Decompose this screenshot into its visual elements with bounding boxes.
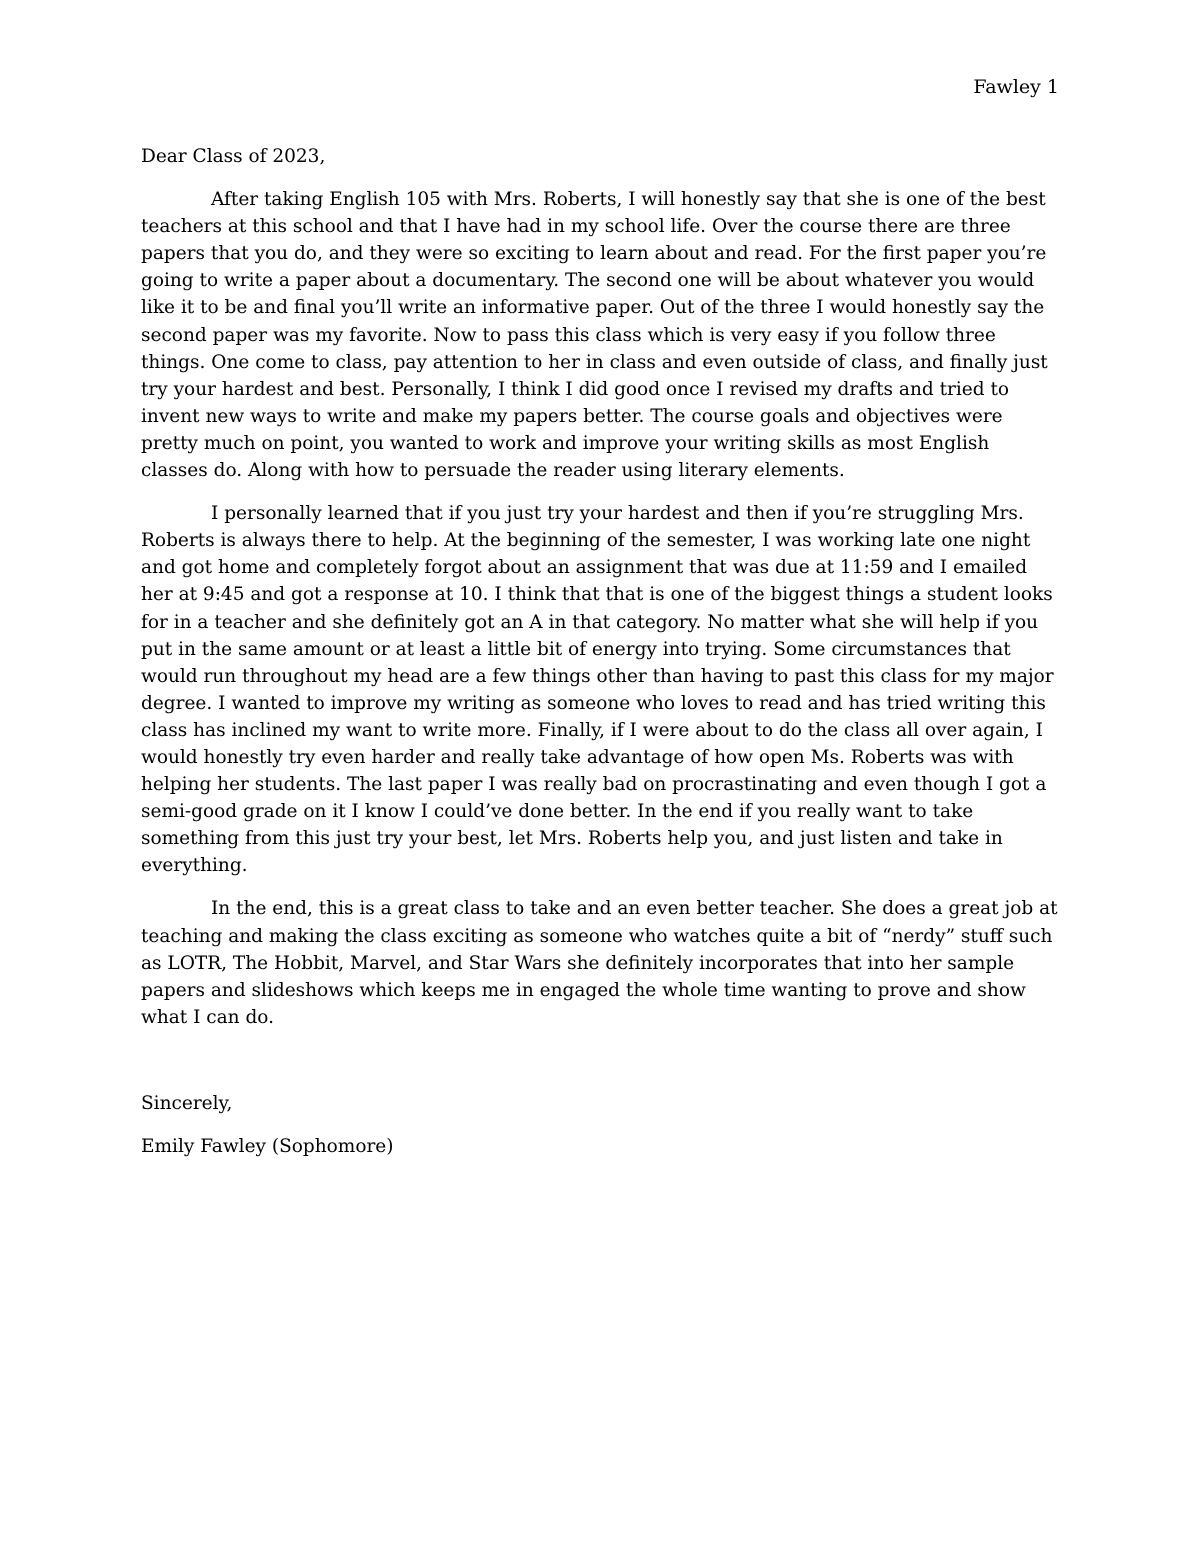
closing-spacer <box>141 1047 1061 1090</box>
closing: Sincerely, <box>141 1092 233 1114</box>
salutation: Dear Class of 2023, <box>141 146 326 167</box>
letter-body <box>141 143 1061 1160</box>
running-head: Fawley 1 <box>973 76 1059 98</box>
paragraph-2: I personally learned that if you just try your hardest and then if you’re struggling Mrs. Roberts is always there to help. At the beginning of the semester, I was working late one night and got home and completely forgot about an assignment that was due at 11:59 and I emailed her at 9:45 and got a response at 10. I think that that is one of the biggest things a student looks for in a teacher and she definitely got an A in that category. No matter what she will help if you put in the same amount or at least a little bit of energy into trying. Some circumstances that would run throughout my head are a few things other than having to past this class for my major degree. I wanted to improve my writing as someone who loves to read and has tried writing this class has inclined my want to write more. Finally, if I were about to do the class all over again, I would honestly try even harder and really take advantage of how open Ms. Roberts was with helping her students. The last paper I was really bad on procrastinating and even though I got a semi-good grade on it I know I could’ve done better. In the end if you really want to take something from this just try your best, let Mrs. Roberts help you, and just listen and take in everything. <box>141 503 1054 877</box>
paragraph-1: After taking English 105 with Mrs. Roberts, I will honestly say that she is one of the best teachers at this school and that I have had in my school life. Over the course there are three papers that you do, and they were so exciting to learn about and read. For the first paper you’re going to write a paper about a documentary. The second one will be about whatever you would like it to be and final you’ll write an informative paper. Out of the three I would honestly say the second paper was my favorite. Now to pass this class which is very easy if you follow three things. One come to class, pay attention to her in class and even outside of class, and finally just try your hardest and best. Personally, I think I did good once I revised my drafts and tried to invent new ways to write and make my papers better. The course goals and objectives were pretty much on point, you wanted to work and improve your writing skills as most English classes do. Along with how to persuade the reader using literary elements. <box>141 189 1048 482</box>
paragraph-3: In the end, this is a great class to take and an even better teacher. She does a great job at teaching and making the class exciting as someone who watches quite a bit of “nerdy” stuff such as LOTR, The Hobbit, Marvel, and Star Wars she definitely incorporates that into her sample papers and slideshows which keeps me in engaged the whole time wanting to prove and show what I can do. <box>141 898 1058 1028</box>
signature: Emily Fawley (Sophomore) <box>141 1136 394 1157</box>
